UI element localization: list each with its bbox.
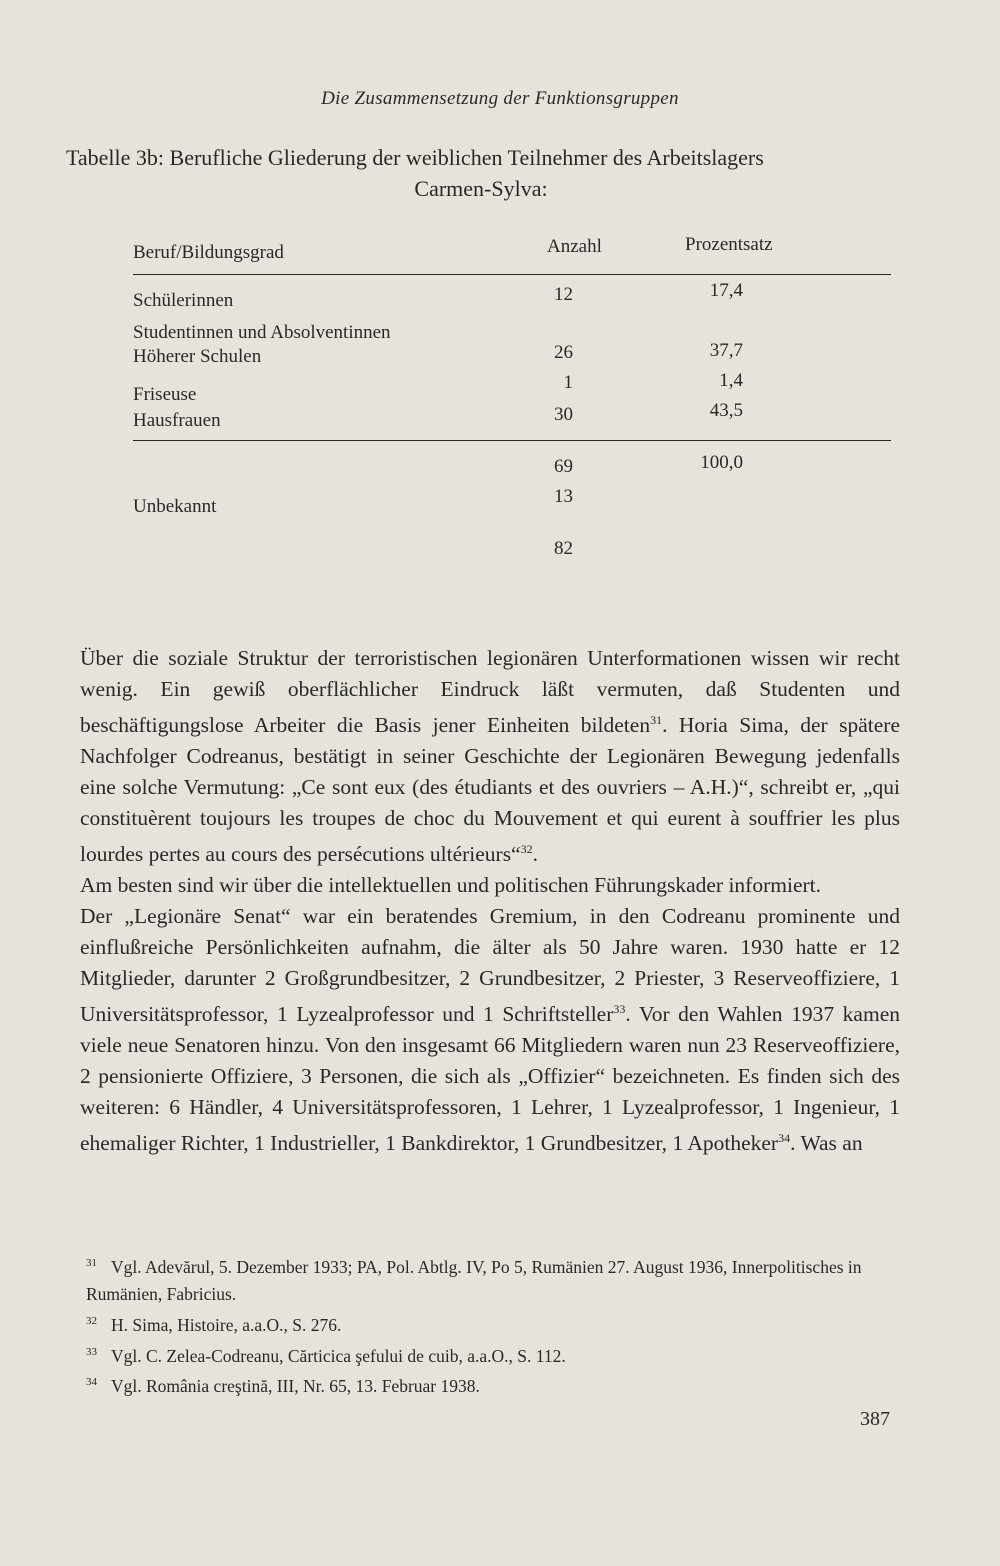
footnote-text: H. Sima, Histoire, a.a.O., S. 276. bbox=[111, 1314, 342, 1335]
text: Über die soziale Struktur der terroristischen legionären Unterformationen wissen wir recht wenig. Ein gewiß oberflächlicher Eindruck läßt vermuten, daß Studenten und beschäftigungslose Arbeiter die Basis jener Einheiten bildeten bbox=[80, 646, 900, 738]
row-prozent: 37,7 bbox=[709, 340, 743, 361]
footnote-ref: 34 bbox=[778, 1131, 791, 1146]
footnote bbox=[86, 1369, 906, 1400]
subtotal-rule bbox=[133, 440, 891, 441]
text: . Was an bbox=[790, 1131, 863, 1156]
paragraph bbox=[80, 643, 900, 870]
text: . Vor den Wahlen 1937 kamen viele neue Senatoren hinzu. Von den insgesamt 66 Mitgliedern waren nun 23 Reserveoffiziere, 2 pensionierte Offiziere, 3 Personen, die sich als „Offizier“ bezeichneten. Es finden sich des weiteren: 6 Händler, 4 Universitätsprofessoren, 1 Lehrer, 1 Lyzealprofessor, 1 Ingenieur, 1 ehemaliger Richter, 1 Industrieller, 1 Bankdirektor, 1 Grundbesitzer, 1 Apotheker bbox=[80, 1002, 900, 1156]
footnote-number: 32 bbox=[86, 1314, 97, 1327]
unknown-anzahl: 13 bbox=[554, 486, 573, 507]
footnote-number: 33 bbox=[86, 1345, 97, 1358]
table-caption-line1: Tabelle 3b: Berufliche Gliederung der weiblichen Teilnehmer des Arbeitslagers bbox=[66, 145, 764, 170]
row-anzahl: 1 bbox=[563, 372, 573, 393]
row-anzahl: 30 bbox=[554, 404, 573, 425]
row-label: Schülerinnen bbox=[133, 290, 234, 311]
row-anzahl: 26 bbox=[554, 342, 573, 363]
row-label-cont: Höherer Schulen bbox=[133, 346, 262, 367]
row-prozent: 17,4 bbox=[709, 280, 743, 301]
footnote-text: Vgl. Adevărul, 5. Dezember 1933; PA, Pol. Abtlg. IV, Po 5, Rumänien 27. August 1936, Innerpolitisches in Rumänien, Fabricius. bbox=[86, 1256, 862, 1304]
subtotal-prozent: 100,0 bbox=[700, 452, 743, 473]
header-prozent: Prozentsatz bbox=[685, 234, 773, 255]
header-rule bbox=[133, 274, 891, 275]
footnote bbox=[86, 1308, 906, 1339]
table-caption bbox=[66, 142, 896, 204]
footnotes bbox=[86, 1250, 906, 1400]
paragraph: Am besten sind wir über die intellektuellen und politischen Führungskader informiert. bbox=[80, 873, 821, 898]
footnote-number: 34 bbox=[86, 1376, 97, 1389]
page-number: 387 bbox=[860, 1408, 890, 1430]
table-caption-line2: Carmen-Sylva: bbox=[414, 176, 548, 201]
header-anzahl: Anzahl bbox=[547, 236, 602, 257]
row-label: Friseuse bbox=[133, 384, 197, 405]
unknown-label: Unbekannt bbox=[133, 496, 217, 517]
text: Der „Legionäre Senat“ war ein beratendes Gremium, in den Codreanu prominente und einflußreiche Persönlichkeiten aufnahm, die älter als 50 Jahre waren. 1930 hatte er 12 Mitglieder, darunter 2 Großgrundbesitzer, 2 Grundbesitzer, 2 Priester, 3 Reserveoffiziere, 1 Universitätsprofessor, 1 Lyzealprofessor und 1 Schriftsteller bbox=[80, 904, 900, 1027]
footnote bbox=[86, 1339, 906, 1370]
total-anzahl: 82 bbox=[554, 538, 573, 559]
row-anzahl: 12 bbox=[554, 284, 573, 305]
header-beruf: Beruf/Bildungsgrad bbox=[133, 242, 284, 263]
row-label: Studentinnen und Absolventinnen bbox=[133, 322, 391, 343]
row-prozent: 43,5 bbox=[709, 400, 743, 421]
footnote bbox=[86, 1250, 906, 1308]
row-label: Hausfrauen bbox=[133, 410, 221, 431]
footnote-text: Vgl. România creştină, III, Nr. 65, 13. Februar 1938. bbox=[111, 1376, 480, 1397]
subtotal-anzahl: 69 bbox=[554, 456, 573, 477]
row-prozent: 1,4 bbox=[719, 370, 743, 391]
paragraph bbox=[80, 901, 900, 1159]
footnote-ref: 33 bbox=[613, 1002, 626, 1017]
text: . Horia Sima, der spätere Nachfolger Codreanus, bestätigt in seiner Geschichte der Legionären Bewegung jedenfalls eine solche Vermutung: „Ce sont eux (des étudiants et des ouvriers – A.H.)“, schreibt er, „qui constituèrent toujours les troupes de choc du Mouvement et qui eurent à souffrier les plus lourdes pertes au cours des persécutions ultérieurs“ bbox=[80, 713, 901, 867]
footnote-ref: 31 bbox=[650, 713, 663, 727]
running-head: Die Zusammensetzung der Funktionsgruppen bbox=[321, 88, 679, 109]
footnote-number: 31 bbox=[86, 1257, 97, 1269]
footnote-ref: 32 bbox=[520, 842, 533, 857]
footnote-text: Vgl. C. Zelea-Codreanu, Cărticica şefului de cuib, a.a.O., S. 112. bbox=[111, 1345, 566, 1366]
body-text bbox=[80, 643, 900, 1160]
text: . bbox=[532, 842, 538, 867]
